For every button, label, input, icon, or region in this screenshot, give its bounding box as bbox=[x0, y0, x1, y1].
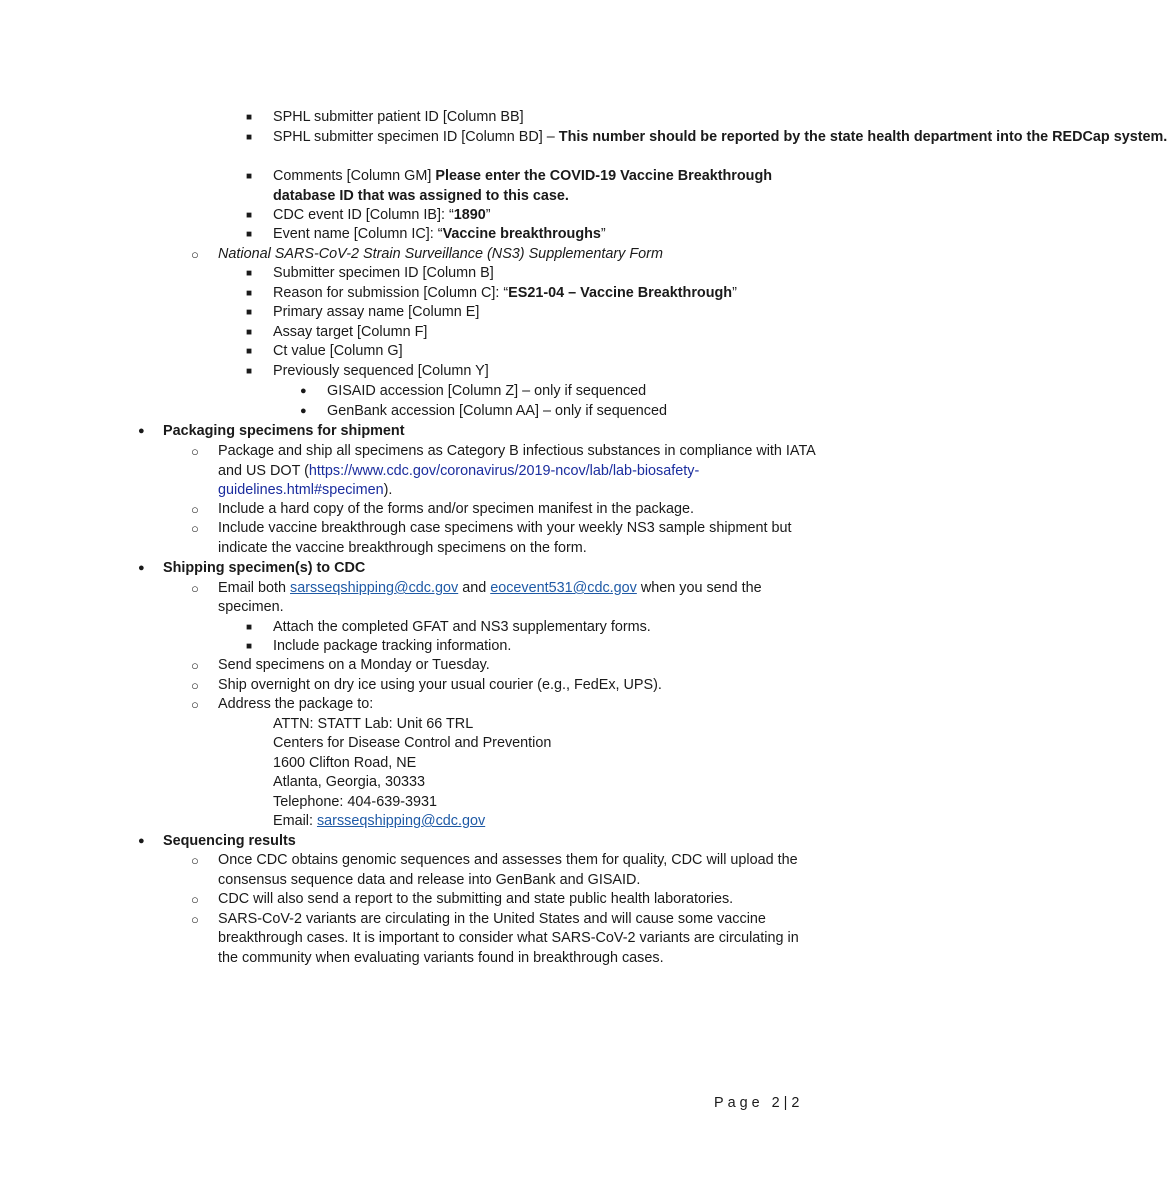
address-email-link[interactable]: sarsseqshipping@cdc.gov bbox=[316, 813, 486, 829]
circle-bullet-icon: ○ bbox=[191, 444, 199, 459]
list-item-cont: indicate the vaccine breakthrough specimens on the form. bbox=[218, 540, 587, 556]
square-bullet-icon: ■ bbox=[246, 327, 253, 338]
list-item: Ship overnight on dry ice using your usual courier (e.g., FedEx, UPS). bbox=[218, 677, 662, 693]
ns3-form-title: National SARS-CoV-2 Strain Surveillance (NS3) Supplementary Form bbox=[218, 246, 663, 262]
square-bullet-icon: ■ bbox=[246, 132, 253, 143]
address-line: Telephone: 404-639-3931 bbox=[273, 794, 438, 810]
circle-bullet-icon: ○ bbox=[191, 581, 199, 596]
list-item: Address the package to: bbox=[218, 696, 374, 712]
dot-bullet-icon: ● bbox=[300, 405, 307, 417]
list-item-cont: consensus sequence data and release into GenBank and GISAID. bbox=[218, 872, 641, 888]
eocevent-email-link[interactable]: eocevent531@cdc.gov bbox=[490, 580, 637, 596]
list-item: Package and ship all specimens as Category B infectious substances in compliance with IATA bbox=[218, 443, 816, 459]
sarsseqshipping-email-link[interactable]: sarsseqshipping@cdc.gov bbox=[290, 580, 459, 596]
dot-bullet-icon: ● bbox=[138, 835, 145, 847]
biosafety-link-cont[interactable]: guidelines.html#specimen bbox=[218, 482, 384, 498]
address-line: Atlanta, Georgia, 30333 bbox=[273, 774, 426, 790]
list-item: Comments [Column GM] Please enter the COVID-19 Vaccine Breakthrough database ID that was assigned to this case. bbox=[273, 168, 773, 204]
list-item: CDC will also send a report to the submitting and state public health laboratories. bbox=[218, 891, 734, 907]
list-item: SPHL submitter specimen ID [Column BD] – This number should be reported by the state health department into the REDCap system. bbox=[273, 129, 1167, 145]
list-item: Include package tracking information. bbox=[273, 638, 512, 654]
list-item: CDC event ID [Column IB]: “1890” bbox=[273, 207, 491, 223]
square-bullet-icon: ■ bbox=[246, 622, 253, 633]
circle-bullet-icon: ○ bbox=[191, 521, 199, 536]
list-item: Include a hard copy of the forms and/or specimen manifest in the package. bbox=[218, 501, 694, 517]
list-item: GenBank accession [Column AA] – only if sequenced bbox=[327, 403, 667, 419]
list-item: Submitter specimen ID [Column B] bbox=[273, 265, 494, 281]
circle-bullet-icon: ○ bbox=[191, 678, 199, 693]
list-item-cont: and US DOT (https://www.cdc.gov/coronavirus/2019-ncov/lab/lab-biosafety- bbox=[218, 463, 700, 479]
bold-note: Please enter the COVID-19 Vaccine Breakthrough database ID that was assigned to this case. bbox=[273, 168, 773, 204]
list-item: Include vaccine breakthrough case specimens with your weekly NS3 sample shipment but bbox=[218, 520, 792, 536]
square-bullet-icon: ■ bbox=[246, 307, 253, 318]
list-item-cont: the community when evaluating variants found in breakthrough cases. bbox=[218, 950, 664, 966]
address-line: 1600 Clifton Road, NE bbox=[273, 755, 417, 771]
section-heading-shipping: Shipping specimen(s) to CDC bbox=[163, 560, 366, 576]
address-line: ATTN: STATT Lab: Unit 66 TRL bbox=[273, 716, 474, 732]
square-bullet-icon: ■ bbox=[246, 171, 253, 182]
circle-bullet-icon: ○ bbox=[191, 853, 199, 868]
list-item: Assay target [Column F] bbox=[273, 324, 428, 340]
list-item: Once CDC obtains genomic sequences and assesses them for quality, CDC will upload the bbox=[218, 852, 798, 868]
circle-bullet-icon: ○ bbox=[191, 502, 199, 517]
list-item: Primary assay name [Column E] bbox=[273, 304, 480, 320]
bold-note: This number should be reported by the state health department into the REDCap system. bbox=[558, 129, 1167, 145]
dot-bullet-icon: ● bbox=[300, 385, 307, 397]
square-bullet-icon: ■ bbox=[246, 641, 253, 652]
biosafety-link[interactable]: https://www.cdc.gov/coronavirus/2019-ncov/lab/lab-biosafety- bbox=[308, 463, 700, 479]
list-item-cont: breakthrough cases. It is important to consider what SARS-CoV-2 variants are circulating in bbox=[218, 930, 799, 946]
square-bullet-icon: ■ bbox=[246, 229, 253, 240]
section-heading-results: Sequencing results bbox=[163, 833, 296, 849]
dot-bullet-icon: ● bbox=[138, 425, 145, 437]
list-item: Email both sarsseqshipping@cdc.gov and eocevent531@cdc.gov when you send the bbox=[218, 580, 762, 596]
list-item-cont: guidelines.html#specimen). bbox=[218, 482, 393, 498]
square-bullet-icon: ■ bbox=[246, 210, 253, 221]
list-item: Send specimens on a Monday or Tuesday. bbox=[218, 657, 490, 673]
section-heading-packaging: Packaging specimens for shipment bbox=[163, 423, 405, 439]
address-line: Centers for Disease Control and Prevention bbox=[273, 735, 552, 751]
square-bullet-icon: ■ bbox=[246, 366, 253, 377]
list-item: SPHL submitter patient ID [Column BB] bbox=[273, 109, 524, 125]
list-item-cont: specimen. bbox=[218, 599, 284, 615]
list-item: GISAID accession [Column Z] – only if sequenced bbox=[327, 383, 647, 399]
address-line: Email: sarsseqshipping@cdc.gov bbox=[273, 813, 486, 829]
square-bullet-icon: ■ bbox=[246, 268, 253, 279]
square-bullet-icon: ■ bbox=[246, 112, 253, 123]
list-item: SARS-CoV-2 variants are circulating in the United States and will cause some vaccine bbox=[218, 911, 766, 927]
list-item: Previously sequenced [Column Y] bbox=[273, 363, 489, 379]
dot-bullet-icon: ● bbox=[138, 562, 145, 574]
square-bullet-icon: ■ bbox=[246, 288, 253, 299]
circle-bullet-icon: ○ bbox=[191, 658, 199, 673]
circle-bullet-icon: ○ bbox=[191, 697, 199, 712]
page-number: Page 2|2 bbox=[714, 1095, 804, 1111]
circle-bullet-icon: ○ bbox=[191, 892, 199, 907]
circle-bullet-icon: ○ bbox=[191, 247, 199, 262]
list-item: Event name [Column IC]: “Vaccine breakthroughs” bbox=[273, 226, 606, 242]
list-item: Ct value [Column G] bbox=[273, 343, 403, 359]
list-item: Attach the completed GFAT and NS3 supplementary forms. bbox=[273, 619, 651, 635]
list-item: Reason for submission [Column C]: “ES21-04 – Vaccine Breakthrough” bbox=[273, 285, 737, 301]
circle-bullet-icon: ○ bbox=[191, 912, 199, 927]
square-bullet-icon: ■ bbox=[246, 346, 253, 357]
